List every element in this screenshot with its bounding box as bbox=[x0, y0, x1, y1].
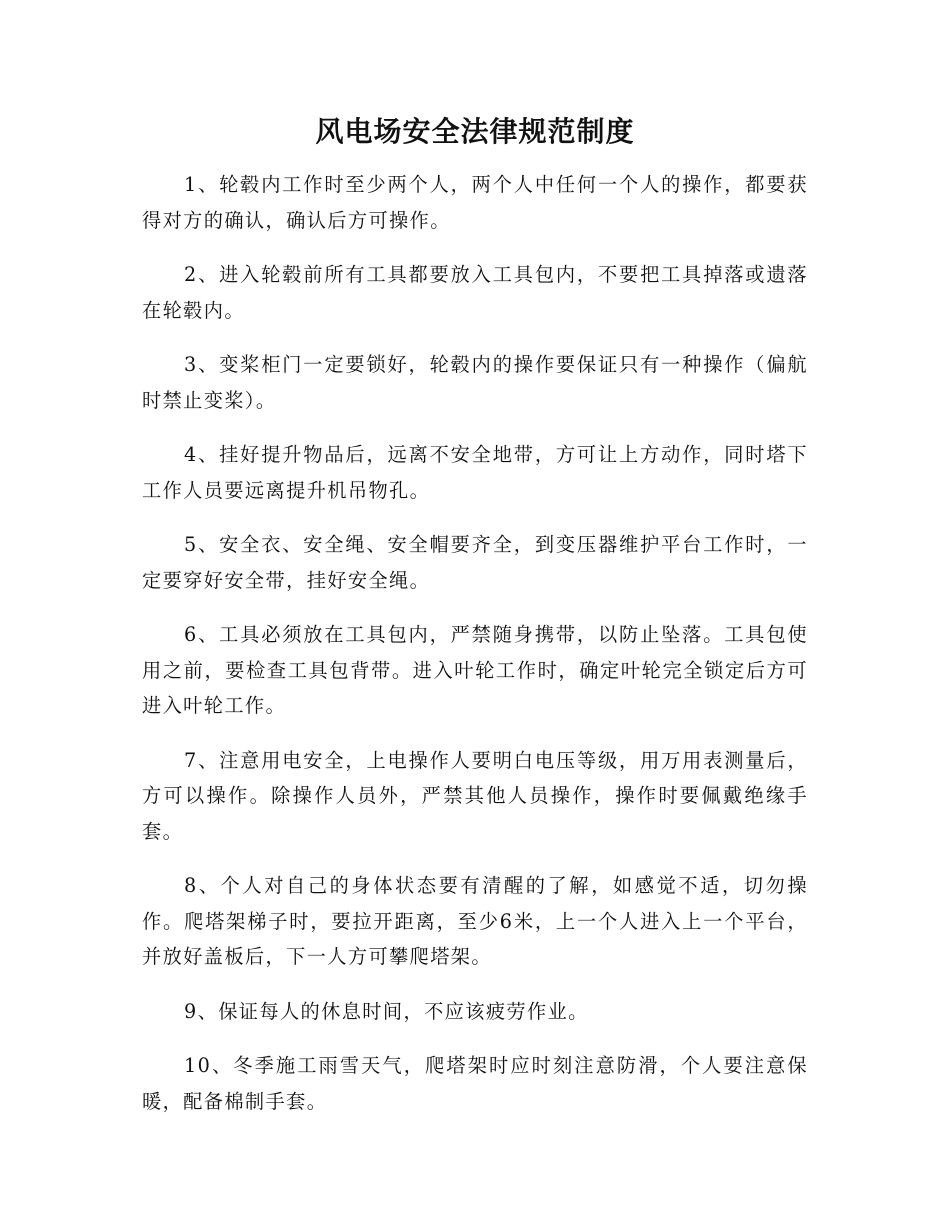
rule-paragraph-10: 10、冬季施工雨雪天气，爬塔架时应时刻注意防滑，个人要注意保暖，配备棉制手套。 bbox=[142, 1054, 808, 1113]
document-title: 风电场安全法律规范制度 bbox=[315, 115, 635, 148]
rule-paragraph-7: 7、注意用电安全，上电操作人要明白电压等级，用万用表测量后，方可以操作。除操作人员外，严禁其他人员操作，操作时要佩戴绝缘手套。 bbox=[142, 748, 808, 843]
rule-paragraph-1: 1、轮毂内工作时至少两个人，两个人中任何一个人的操作，都要获得对方的确认，确认后方可操作。 bbox=[142, 173, 808, 232]
rule-paragraph-8: 8、个人对自己的身体状态要有清醒的了解，如感觉不适，切勿操作。爬塔架梯子时，要拉开距离，至少6米，上一个人进入上一个平台，并放好盖板后，下一人方可攀爬塔架。 bbox=[142, 874, 808, 968]
document-body bbox=[142, 167, 808, 1138]
rule-paragraph-5: 5、安全衣、安全绳、安全帽要齐全，到变压器维护平台工作时，一定要穿好安全带，挂好安全绳。 bbox=[142, 533, 808, 592]
rule-paragraph-2: 2、进入轮毂前所有工具都要放入工具包内，不要把工具掉落或遗落在轮毂内。 bbox=[142, 263, 808, 322]
rule-paragraph-4: 4、挂好提升物品后，远离不安全地带，方可让上方动作，同时塔下工作人员要远离提升机吊物孔。 bbox=[142, 443, 808, 502]
rule-paragraph-3: 3、变桨柜门一定要锁好，轮毂内的操作要保证只有一种操作（偏航时禁止变桨）。 bbox=[142, 353, 808, 412]
rule-paragraph-6: 6、工具必须放在工具包内，严禁随身携带，以防止坠落。工具包使用之前，要检查工具包背带。进入叶轮工作时，确定叶轮完全锁定后方可进入叶轮工作。 bbox=[142, 623, 808, 717]
rule-paragraph-9: 9、保证每人的休息时间，不应该疲劳作业。 bbox=[184, 999, 589, 1023]
